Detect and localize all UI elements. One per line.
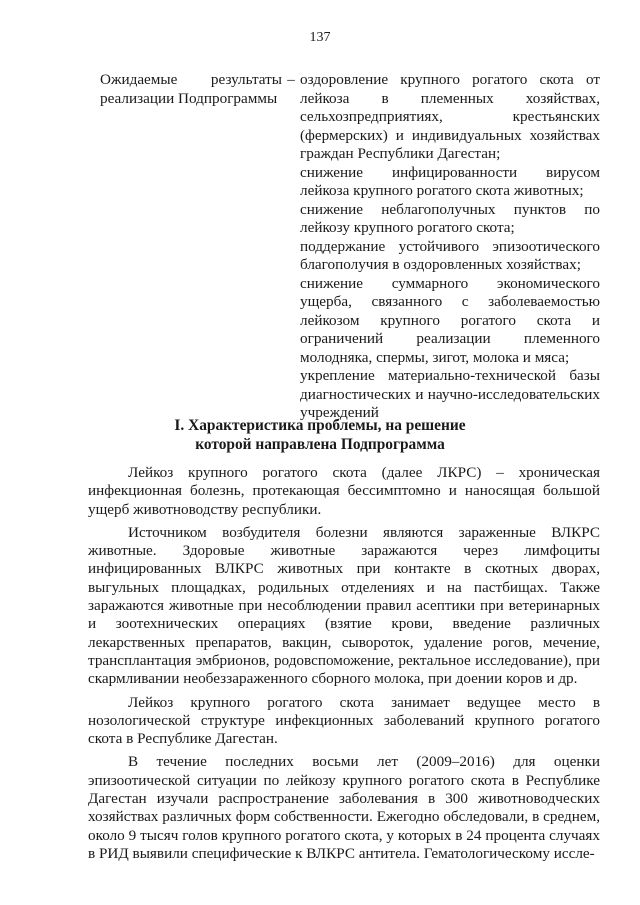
- section-heading: [0, 416, 640, 454]
- results-dash: –: [287, 71, 295, 88]
- result-item: укрепление материально-технической базы диагностических и научно-исследовательских учреждений: [300, 367, 600, 421]
- paragraph: Лейкоз крупного рогатого скота занимает ведущее место в нозологической структуре инфекционных заболеваний крупного рогатого скота в Республике Дагестан.: [88, 693, 600, 748]
- expected-results-list: [300, 71, 600, 423]
- label-word-1: Ожидаемые: [100, 71, 178, 88]
- result-item: снижение неблагополучных пунктов по лейкозу крупного рогатого скота;: [300, 200, 600, 236]
- result-item: поддержание устойчивого эпизоотического благополучия в оздоровленных хозяйствах;: [300, 237, 600, 273]
- heading-line-2: которой направлена Подпрограмма: [195, 436, 445, 453]
- paragraph: Источником возбудителя болезни являются зараженные ВЛКРС животные. Здоровые животные заражаются через лимфоциты инфицированных ВЛКРС животных при контакте в скотных дворах, выгульных площадках, родильных отделениях и на пастбищах. Также заражаются животные при несоблюдении правил асептики при ветеринарных и зоотехнических операциях (взятие крови, введение различных лекарственных препаратов, вакцин, сывороток, удаление рогов, мечение, трансплантация эмбрионов, родовспоможение, ректальное исследование), при скармливании необеззараженного сборного молока, при доении коров и др.: [88, 523, 600, 688]
- result-item: снижение инфицированности вирусом лейкоза крупного рогатого скота животных;: [300, 163, 600, 199]
- expected-results-label: [100, 71, 282, 423]
- paragraph: Лейкоз крупного рогатого скота (далее ЛКРС) – хроническая инфекционная болезнь, протекающая бессимптомно и наносящая большой ущерб животноводству республики.: [88, 464, 600, 518]
- result-item: снижение суммарного экономического ущерба, связанного с заболеваемостью лейкозом крупного рогатого скота и ограничений реализации племенного молодняка, спермы, зигот, молока и мяса;: [300, 274, 600, 366]
- result-item: оздоровление крупного рогатого скота от лейкоза в племенных хозяйствах, сельхозпредприятиях, крестьянских (фермерских) и индивидуальных хозяйствах граждан Республики Дагестан;: [300, 71, 600, 162]
- expected-results-block: [100, 71, 600, 423]
- label-line-2: реализации Подпрограммы: [100, 89, 278, 107]
- page-number: 137: [309, 30, 331, 45]
- section-body: [88, 464, 600, 868]
- label-word-2: результаты: [210, 71, 282, 88]
- paragraph: В течение последних восьми лет (2009–2016) для оценки эпизоотической ситуации по лейкозу крупного рогатого скота в Республике Дагестан изучали распространение заболевания в 300 животноводческих хозяйствах различных форм собственности. Ежегодно обследовали, в среднем, около 9 тысяч голов крупного рогатого скота, у которых в 24 процента случаях в РИД выявили специфические к ВЛКРС антитела. Гематологическому иссле-: [88, 753, 600, 862]
- heading-line-1: I. Характеристика проблемы, на решение: [174, 417, 466, 434]
